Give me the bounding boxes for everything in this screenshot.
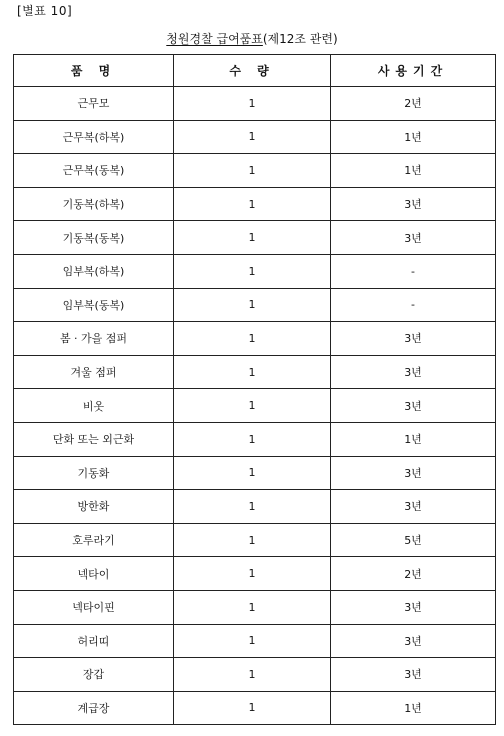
- usage-period-cell: -: [331, 254, 496, 288]
- title-main: 청원경찰 급여품표: [166, 32, 263, 46]
- usage-period-cell: 1년: [331, 422, 496, 456]
- table-row: [14, 557, 496, 591]
- quantity-cell: 1: [174, 456, 331, 490]
- usage-period-cell: 3년: [331, 456, 496, 490]
- table-row: [14, 221, 496, 255]
- quantity-cell: 1: [174, 355, 331, 389]
- header-quantity: 수 량: [174, 55, 331, 87]
- item-name-cell: 넥타이: [14, 557, 174, 591]
- quantity-cell: 1: [174, 322, 331, 356]
- item-name-cell: 호루라기: [14, 523, 174, 557]
- usage-period-cell: 5년: [331, 523, 496, 557]
- item-name-cell: 임부복(동복): [14, 288, 174, 322]
- table-row: [14, 523, 496, 557]
- table-row: [14, 691, 496, 725]
- table-body: [14, 87, 496, 725]
- item-name-cell: 근무복(동복): [14, 154, 174, 188]
- usage-period-cell: 3년: [331, 322, 496, 356]
- item-name-cell: 근무복(하복): [14, 120, 174, 154]
- item-name-cell: 방한화: [14, 490, 174, 524]
- usage-period-cell: 1년: [331, 154, 496, 188]
- item-name-cell: 기동복(하복): [14, 187, 174, 221]
- item-name-cell: 비옷: [14, 389, 174, 423]
- table-row: [14, 658, 496, 692]
- usage-period-cell: 3년: [331, 355, 496, 389]
- table-row: [14, 624, 496, 658]
- quantity-cell: 1: [174, 221, 331, 255]
- usage-period-cell: 3년: [331, 624, 496, 658]
- usage-period-cell: 3년: [331, 590, 496, 624]
- header-usage-period: 사용기간: [331, 55, 496, 87]
- item-name-cell: 장갑: [14, 658, 174, 692]
- quantity-cell: 1: [174, 490, 331, 524]
- quantity-cell: 1: [174, 557, 331, 591]
- quantity-cell: 1: [174, 254, 331, 288]
- usage-period-cell: -: [331, 288, 496, 322]
- table-header-row: [14, 55, 496, 87]
- quantity-cell: 1: [174, 187, 331, 221]
- usage-period-cell: 3년: [331, 389, 496, 423]
- quantity-cell: 1: [174, 154, 331, 188]
- document-title: [0, 31, 504, 47]
- header-item-name: 품 명: [14, 55, 174, 87]
- table-row: [14, 120, 496, 154]
- table-row: [14, 322, 496, 356]
- table-row: [14, 87, 496, 121]
- table-row: [14, 355, 496, 389]
- table-row: [14, 389, 496, 423]
- usage-period-cell: 3년: [331, 221, 496, 255]
- usage-period-cell: 3년: [331, 658, 496, 692]
- table-row: [14, 590, 496, 624]
- table-row: [14, 456, 496, 490]
- table-row: [14, 187, 496, 221]
- item-name-cell: 기동화: [14, 456, 174, 490]
- item-name-cell: 단화 또는 외근화: [14, 422, 174, 456]
- item-name-cell: 계급장: [14, 691, 174, 725]
- item-name-cell: 허리띠: [14, 624, 174, 658]
- item-name-cell: 겨울 점퍼: [14, 355, 174, 389]
- supply-items-table: [13, 54, 496, 725]
- quantity-cell: 1: [174, 422, 331, 456]
- table-row: [14, 154, 496, 188]
- quantity-cell: 1: [174, 288, 331, 322]
- item-name-cell: 기동복(동복): [14, 221, 174, 255]
- appendix-label: [별표 10]: [17, 4, 73, 18]
- quantity-cell: 1: [174, 523, 331, 557]
- item-name-cell: 근무모: [14, 87, 174, 121]
- table-row: [14, 254, 496, 288]
- quantity-cell: 1: [174, 691, 331, 725]
- table-row: [14, 490, 496, 524]
- quantity-cell: 1: [174, 658, 331, 692]
- item-name-cell: 넥타이핀: [14, 590, 174, 624]
- usage-period-cell: 1년: [331, 691, 496, 725]
- quantity-cell: 1: [174, 590, 331, 624]
- quantity-cell: 1: [174, 624, 331, 658]
- item-name-cell: 임부복(하복): [14, 254, 174, 288]
- quantity-cell: 1: [174, 120, 331, 154]
- usage-period-cell: 2년: [331, 557, 496, 591]
- title-suffix: (제12조 관련): [262, 32, 338, 46]
- quantity-cell: 1: [174, 87, 331, 121]
- table-row: [14, 422, 496, 456]
- quantity-cell: 1: [174, 389, 331, 423]
- item-name-cell: 봄 · 가을 점퍼: [14, 322, 174, 356]
- table-row: [14, 288, 496, 322]
- usage-period-cell: 1년: [331, 120, 496, 154]
- usage-period-cell: 2년: [331, 87, 496, 121]
- usage-period-cell: 3년: [331, 490, 496, 524]
- usage-period-cell: 3년: [331, 187, 496, 221]
